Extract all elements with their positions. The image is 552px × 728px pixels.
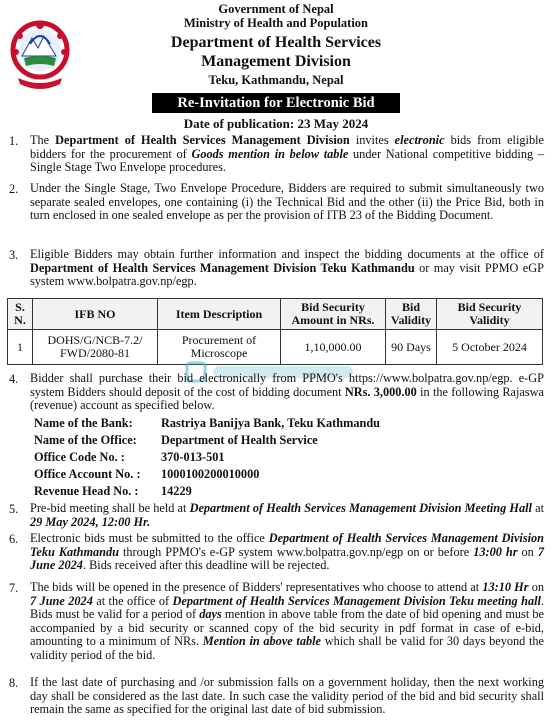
item-number: 6. — [9, 532, 19, 546]
office-name-row: Name of the Office: Department of Health Service — [34, 433, 318, 447]
col-sn: S. N. — [8, 299, 33, 330]
table-header-row — [8, 299, 543, 330]
cell-item-description: Procurement of Microscope — [158, 330, 281, 365]
item-number: 2. — [9, 182, 19, 196]
col-ifb-no: IFB NO — [33, 299, 158, 330]
office-account-row: Office Account No. : 1000100200010000 — [34, 467, 260, 481]
address: Teku, Kathmandu, Nepal — [208, 73, 344, 87]
revenue-head-row: Revenue Head No. : 14229 — [34, 484, 192, 498]
item-number: 4. — [9, 372, 19, 386]
division-title: Management Division — [201, 53, 351, 70]
item-4-text: Bidder shall purchase their bid electronically from PPMO's https://www.bolpatra.gov.np/egp. e-GP system Bidders should deposit of the cost of bidding document NRs. 3,000.00 in the following Rajaswa (revenue) account as specified below. — [30, 371, 544, 413]
item-1-text: The Department of Health Services Management Division invites electronic bids from eligible bidders for the procurement of Goods mention in below table under National competitive bidding – Single Stage Two Envelope procedures. — [30, 133, 544, 175]
item-3-text: Eligible Bidders may obtain further information and inspect the bidding documents at the office of Department of Health Services Management Division Teku Kathmandu or may visit PPMO eGP system www.bolpatra.gov.np/egp. — [30, 247, 544, 289]
item-number: 5. — [9, 502, 19, 516]
item-number: 3. — [9, 248, 19, 262]
cell-ifb-no: DOHS/G/NCB-7.2/ FWD/2080-81 — [33, 330, 158, 365]
item-6-text: Electronic bids must be submitted to the office Department of Health Services Management Division Teku Kathmandu through PPMO's e-GP system www.bolpatra.gov.np/egp on or before 13:00 hr on 7 June 2024. Bids received after this deadline will be rejected. — [30, 531, 545, 573]
item-5-text: Pre-bid meeting shall be held at Department of Health Services Management Division Meeting Hall at 29 May 2024, 12:00 Hr. — [30, 501, 544, 529]
col-bid-validity: Bid Validity — [386, 299, 437, 330]
item-number: 1. — [9, 134, 19, 148]
bank-name-row: Name of the Bank: Rastriya Banijya Bank, Teku Kathmandu — [34, 416, 381, 430]
office-code-row: Office Code No. : 370-013-501 — [34, 450, 225, 464]
col-item-description: Item Description — [158, 299, 281, 330]
publication-date: Date of publication: 23 May 2024 — [183, 116, 369, 131]
cell-bid-validity: 90 Days — [386, 330, 437, 365]
gov-title: Government of Nepal — [218, 2, 334, 16]
col-bid-security-validity: Bid Security Validity — [437, 299, 543, 330]
cell-bid-security-amount: 1,10,000.00 — [281, 330, 386, 365]
item-7-text: The bids will be opened in the presence of Bidders' representatives who choose to attend at 13:10 Hr on 7 June 2024 at the office of Department of Health Services Management Division Teku meeting hall. Bids must be valid for a period of days mention in above table from the date of bid opening and must be accompanied by a bid security or scanned copy of the bid security in pdf format in case of e-bid, amounting to a minimum of NRs. Mention in above table which shall be valid for 30 days beyond the validity period of the bid. — [30, 580, 545, 662]
item-number: 7. — [9, 581, 19, 595]
item-8-text: If the last date of purchasing and /or submission falls on a government holiday, then the next working day shall be considered as the last date. In such case the validity period of the bid and bid security shall remain the same as specified for the original last date of bid submission. — [30, 675, 544, 717]
department-title: Department of Health Services — [170, 34, 382, 51]
cell-sn: 1 — [8, 330, 33, 365]
bid-items-table — [7, 298, 543, 365]
item-number: 8. — [9, 676, 19, 690]
col-bid-security-amount: Bid Security Amount in NRs. — [281, 299, 386, 330]
ministry-title: Ministry of Health and Population — [183, 16, 369, 30]
cell-bid-security-validity: 5 October 2024 — [437, 330, 543, 365]
notice-banner: Re-Invitation for Electronic Bid — [152, 93, 400, 113]
item-2-text: Under the Single Stage, Two Envelope Procedure, Bidders are required to submit simultaneously two separate sealed envelopes, one containing (i) the Technical Bid and the other (ii) the Price Bid, both in turn enclosed in one sealed envelope as per the provision of ITB 23 of the Bidding Document. — [30, 181, 544, 223]
